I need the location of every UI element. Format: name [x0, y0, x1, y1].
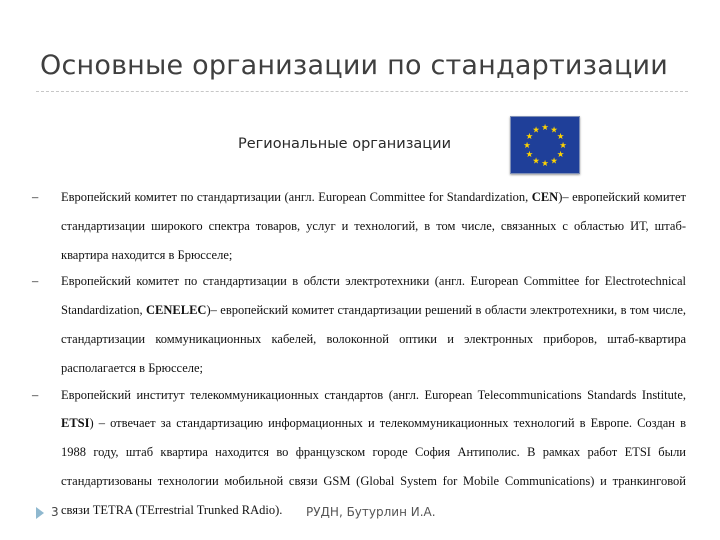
footer-author: РУДН, Бутурлин И.А.	[306, 505, 436, 519]
title-divider	[36, 91, 688, 92]
organization-text: Европейский институт телекоммуникационных стандартов (англ. European Telecommunications Standards Institute,	[61, 387, 686, 402]
organization-acronym: CEN	[531, 190, 559, 204]
organization-description: )– европейский комитет стандартизации широкого спектра товаров, услуг и технологий, в том числе, связанных с областью ИТ, штаб-квартира находится в Брюсселе;	[61, 190, 686, 262]
flag-star-icon: ★	[541, 123, 549, 133]
flag-star-icon: ★	[559, 141, 567, 151]
flag-star-icon: ★	[525, 132, 534, 142]
flag-star-icon: ★	[523, 141, 531, 151]
flag-star-icon: ★	[550, 156, 558, 167]
organization-acronym: ETSI	[61, 416, 90, 431]
organization-text: Европейский комитет по стандартизации в облсти электротехники (англ. European Committee for Electrotechnical Standardization,	[61, 274, 686, 318]
flag-star-icon: ★	[525, 150, 534, 160]
page-title: Основные организации по стандартизации	[40, 50, 669, 81]
flag-star-icon: ★	[556, 150, 565, 160]
organization-text: Европейский комитет по стандартизации (англ. European Committee for Standardization,	[61, 190, 532, 204]
flag-star-icon: ★	[556, 132, 565, 142]
organization-description: ) – отвечает за стандартизацию информационных и телекоммуникационных технологий в Европе. Создан в 1988 году, штаб квартира находится во французском городе София Антиполис. В рамках работ ETSI были стандартизованы технологии мобильной связи GSM (Global System for Mobile Communications) и транкинговой связи TETRA (TErrestrial Trunked RAdio).	[61, 416, 686, 517]
list-dash: –	[32, 274, 39, 289]
list-item	[32, 183, 686, 269]
list-item	[32, 267, 686, 382]
flag-star-icon: ★	[541, 159, 549, 169]
list-item	[32, 381, 686, 525]
slide-marker-icon	[36, 507, 44, 519]
organization-acronym: CENELEC	[146, 303, 207, 318]
list-dash: –	[32, 190, 39, 204]
list-dash: –	[32, 387, 39, 402]
organization-description: )– европейский комитет стандартизации решений в области электротехники, в том числе, стандартизации коммуникационных кабелей, волоконной оптики и электронных приборов, штаб-квартира располагается в Брюсселе;	[61, 303, 686, 375]
flag-star-icon: ★	[550, 125, 558, 136]
section-subtitle: Региональные организации	[238, 136, 452, 152]
flag-star-icon: ★	[532, 156, 540, 167]
organization-list	[32, 183, 686, 525]
slide-number: 3	[51, 505, 59, 519]
eu-flag-icon	[510, 116, 580, 174]
flag-star-icon: ★	[532, 125, 540, 136]
